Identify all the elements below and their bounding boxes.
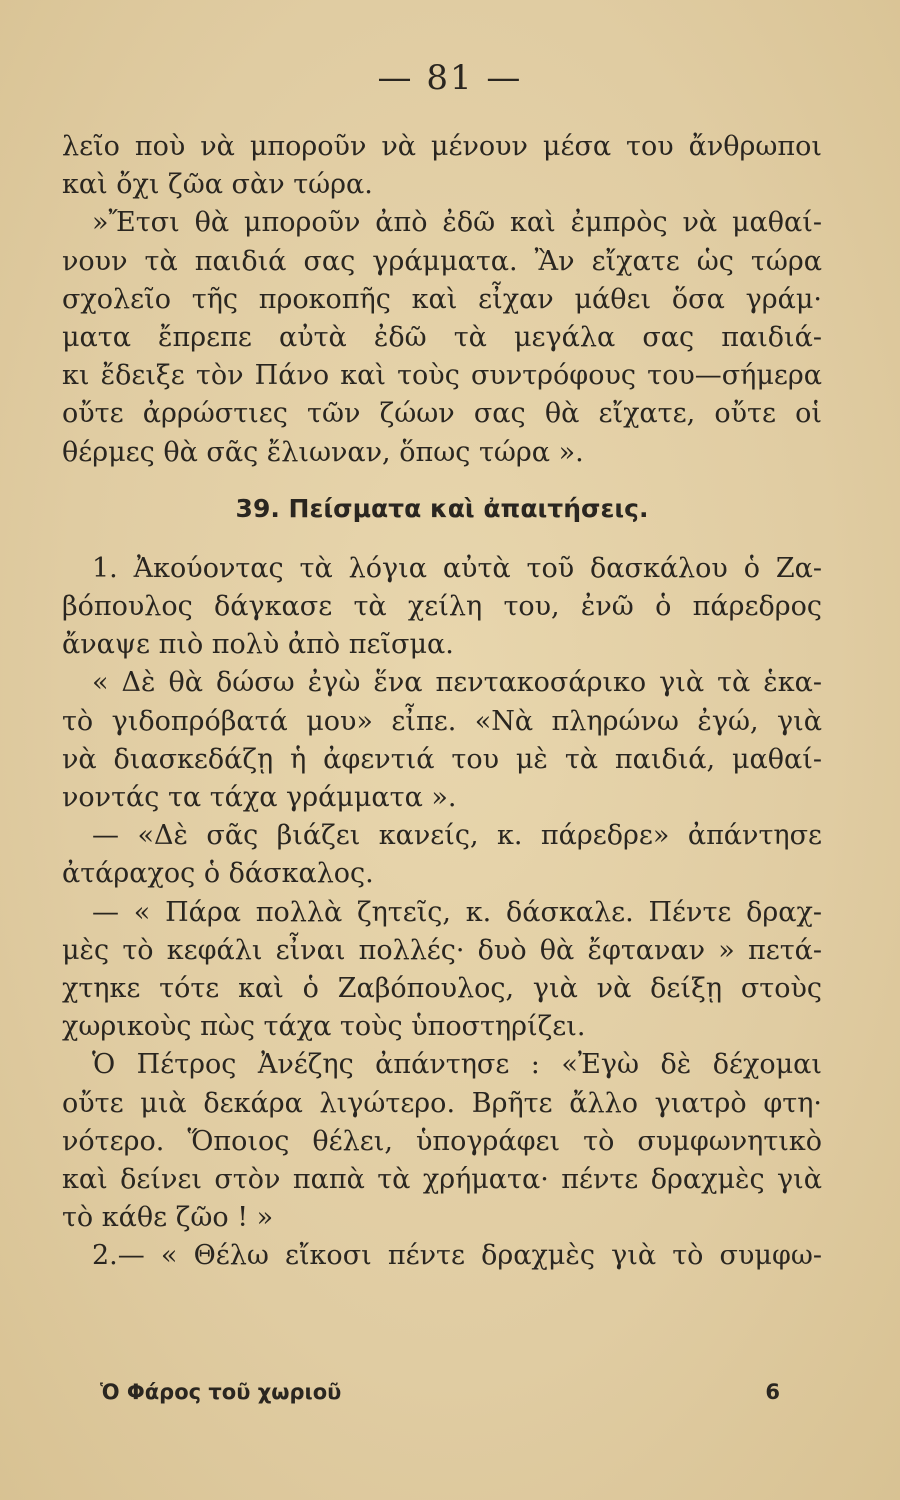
text-line: ἄναψε πιὸ πολὺ ἀπὸ πεῖσμα. [62,629,454,661]
section-heading: 39. Πείσματα καὶ ἀπαιτήσεις. [235,493,649,523]
text-line: « Δὲ θὰ δώσω ἐγὼ ἕνα πεντακοσάρικο γιὰ τὰ ἑκα- [92,667,822,699]
footer-signature: 6 [765,1380,780,1404]
page-number: — 81 — [377,58,523,98]
text-line: χτηκε τότε καὶ ὁ Ζαβόπουλος, γιὰ νὰ δείξῃ στοὺς [62,972,822,1004]
text-line: 2.— « Θέλω εἴκοσι πέντε δραχμὲς γιὰ τὸ συμφω- [92,1240,822,1272]
text-line: — «Δὲ σᾶς βιάζει κανείς, κ. πάρεδρε» ἀπάντησε [92,820,822,852]
text-line: μὲς τὸ κεφάλι εἶναι πολλές· δυὸ θὰ ἔφταναν » πετά- [62,934,822,966]
text-line: λεῖο ποὺ νὰ μποροῦν νὰ μένουν μέσα του ἄνθρωποι [62,131,822,162]
footer-book-title: Ὁ Φάρος τοῦ χωριοῦ [100,1380,342,1404]
text-line: σχολεῖο τῆς προκοπῆς καὶ εἶχαν μάθει ὅσα γράμ· [62,283,822,315]
text-line: Ὁ Πέτρος Ἀνέζης ἀπάντησε : «Ἐγὼ δὲ δέχομαι [92,1049,822,1081]
page-footer [100,1380,780,1404]
text-line: νουν τὰ παιδιά σας γράμματα. Ἂν εἴχατε ὡς τώρα [62,245,822,277]
text-line: κι ἔδειξε τὸν Πάνο καὶ τοὺς συντρόφους του—σήμερα [62,360,822,392]
text-line: καὶ δείνει στὸν παπὰ τὰ χρήματα· πέντε δραχμὲς γιὰ [62,1163,822,1195]
text-line: νότερο. Ὅποιος θέλει, ὑπογράφει τὸ συμφωνητικὸ [62,1125,822,1157]
text-line: — « Πάρα πολλὰ ζητεῖς, κ. δάσκαλε. Πέντε δραχ- [92,896,822,928]
text-line: χωρικοὺς πὼς τάχα τοὺς ὑποστηρίζει. [62,1011,586,1043]
text-line: οὔτε μιὰ δεκάρα λιγώτερο. Βρῆτε ἄλλο γιατρὸ φτη· [62,1087,822,1119]
text-line: »Ἔτσι θὰ μποροῦν ἀπὸ ἐδῶ καὶ ἐμπρὸς νὰ μαθαί- [92,207,822,239]
body-text [62,128,822,1275]
text-line: βόπουλος δάγκασε τὰ χείλη του, ἐνῶ ὁ πάρεδρος [62,591,822,623]
text-line: τὸ γιδοπρόβατά μου» εἶπε. «Νὰ πληρώνω ἐγώ, γιὰ [62,705,822,737]
text-line: θέρμες θὰ σᾶς ἔλιωναν, ὅπως τώρα ». [62,436,584,468]
text-line: οὔτε ἀρρώστιες τῶν ζώων σας θὰ εἴχατε, οὔτε οἱ [62,398,822,430]
text-line: νοντάς τα τάχα γράμματα ». [62,782,457,813]
text-line: 1. Ἀκούοντας τὰ λόγια αὐτὰ τοῦ δασκάλου ὁ Ζα- [92,552,822,584]
text-line: ἀτάραχος ὁ δάσκαλος. [62,858,374,890]
text-line: καὶ ὄχι ζῶα σὰν τώρα. [62,169,373,201]
text-line: νὰ διασκεδάζῃ ἡ ἀφεντιά του μὲ τὰ παιδιά, μαθαί- [62,743,822,775]
text-line: ματα ἔπρεπε αὐτὰ ἐδῶ τὰ μεγάλα σας παιδιά- [62,321,822,353]
text-line: τὸ κάθε ζῶο ! » [62,1202,274,1234]
